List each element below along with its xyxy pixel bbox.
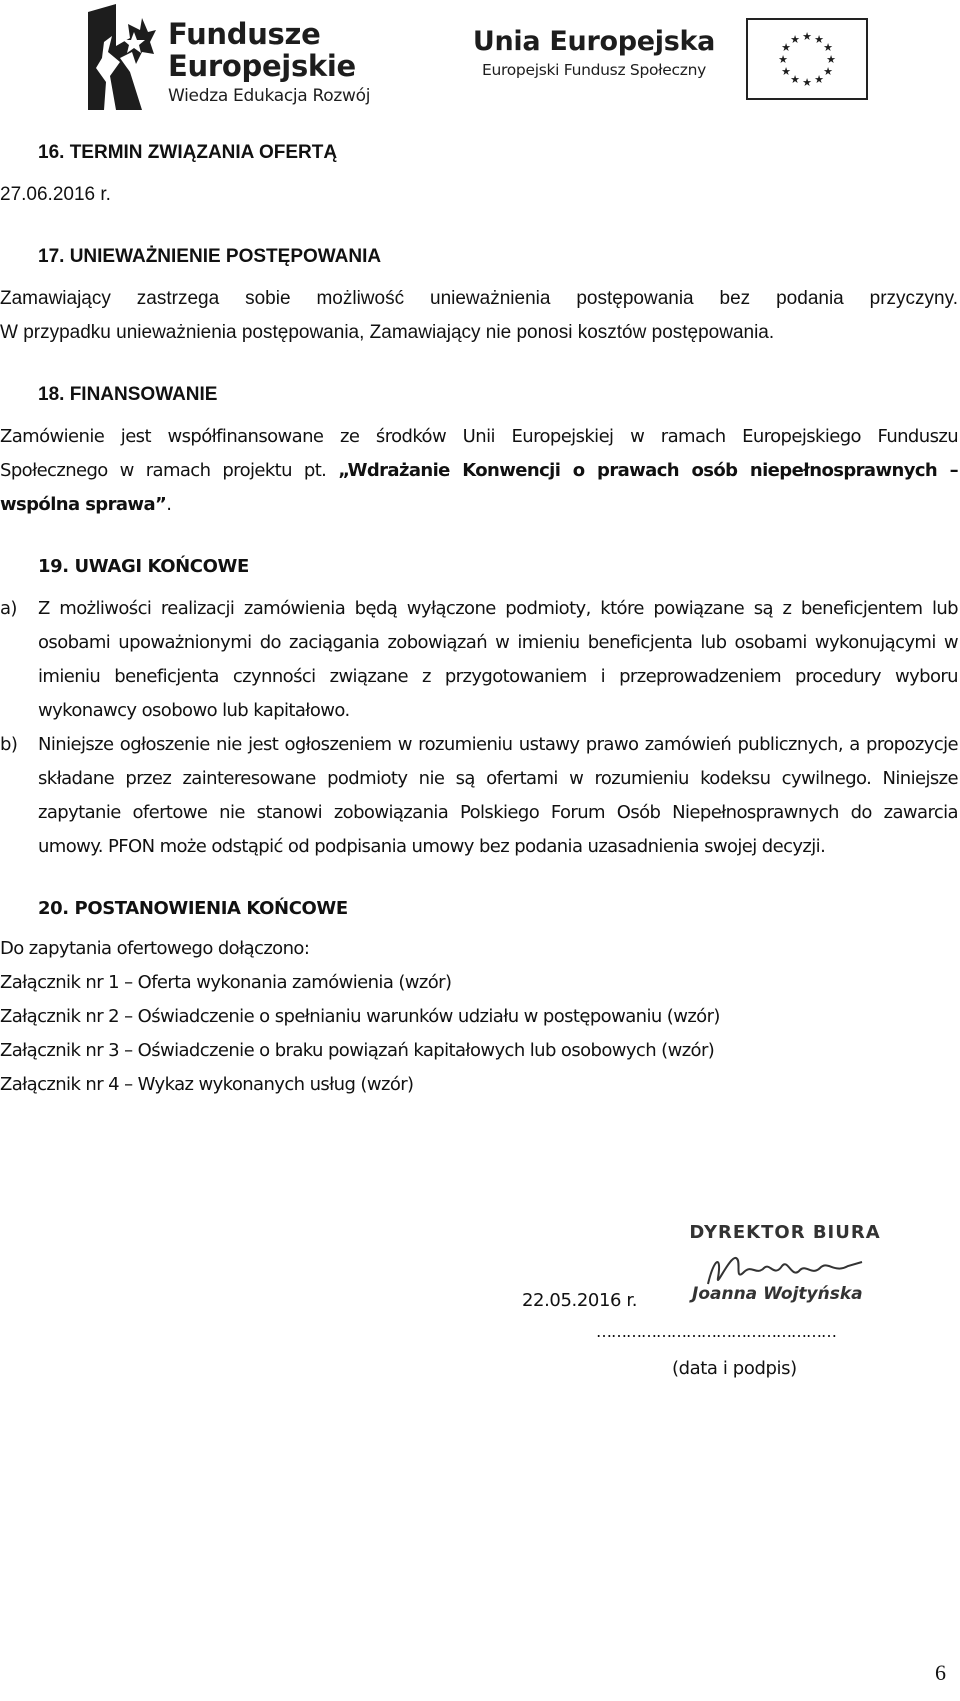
page-number: 6 [935,1660,946,1685]
fundusze-europejskie-logo-icon [86,2,156,112]
section-18-line1: Zamówienie jest współfinansowane ze środków Unii Europejskiej w ramach Europejskiego Funduszu [0,426,958,447]
section-17-line1: Zamawiający zastrzega sobie możliwość unieważnienia postępowania bez podania przyczyny. [0,288,958,309]
ue-logo-title: Unia Europejska [472,26,716,57]
list-item [0,728,958,864]
annex-item: Załącznik nr 4 – Wykaz wykonanych usług (wzór) [0,1074,414,1095]
annexes-intro: Do zapytania ofertowego dołączono: [0,938,310,959]
annex-item: Załącznik nr 1 – Oferta wykonania zamówienia (wzór) [0,972,452,993]
unia-europejska-wordmark [460,26,728,82]
fe-logo-tagline: Wiedza Edukacja Rozwój [168,86,371,106]
svg-text:★: ★ [802,30,812,43]
section-18-heading: 18. FINANSOWANIE [38,384,218,405]
list-marker: b) [0,734,18,755]
eu-flag-icon [746,18,868,100]
section-20-heading: 20. POSTANOWIENIA KOŃCOWE [38,898,348,919]
svg-text:★: ★ [790,33,800,46]
project-title-part2: wspólna sprawa” [0,494,167,515]
fe-logo-line1: Fundusze [168,17,321,51]
svg-text:★: ★ [790,73,800,86]
section-18-line3 [0,488,958,522]
project-title-part1: „Wdrażanie Konwencji o prawach osób niepełnosprawnych – [338,460,958,481]
svg-text:★: ★ [826,53,836,66]
section-17-heading: 17. UNIEWAŻNIENIE POSTĘPOWANIA [38,246,382,267]
svg-text:★: ★ [781,41,791,54]
svg-text:★: ★ [814,73,824,86]
list-item-text: Z możliwości realizacji zamówienia będą wyłączone podmioty, które powiązane są z beneficjentem lub osobami upoważnionymi do zaciągania zobowiązań w imieniu beneficjenta lub osobami wykonującymi w imieniu beneficjenta czynności związane z przygotowaniem i przeprowadzeniem procedury wyboru wykonawcy osobowo lub kapitałowo. [38,598,958,721]
section-16-heading: 16. TERMIN ZWIĄZANIA OFERTĄ [38,142,338,163]
list-marker: a) [0,598,17,619]
annex-item: Załącznik nr 3 – Oświadczenie o braku powiązań kapitałowych lub osobowych (wzór) [0,1040,715,1061]
section-18-line2-text: Społecznego w ramach projektu pt. [0,460,339,481]
section-18-line2 [0,454,958,488]
annex-item: Załącznik nr 2 – Oświadczenie o spełnianiu warunków udziału w postępowaniu (wzór) [0,1006,720,1027]
section-16-date: 27.06.2016 r. [0,184,111,205]
stamp-title: DYREKTOR BIURA [689,1222,881,1243]
list-item-text: Niniejsze ogłoszenie nie jest ogłoszeniem w rozumieniu ustawy prawo zamówień publicznych, a propozycje składane przez zainteresowane podmioty nie są ofertami w rozumieniu kodeksu cywilnego. Niniejsze zapytanie ofertowe nie stanowi zobowiązania Polskiego Forum Osób Niepełnosprawnych do zawarcia umowy. PFON może odstąpić od podpisania umowy bez podania uzasadnienia swojej decyzji. [38,734,958,857]
svg-text:★: ★ [778,53,788,66]
svg-text:★: ★ [814,33,824,46]
section-17-line2: W przypadku unieważnienia postępowania, Zamawiający nie ponosi kosztów postępowania. [0,322,775,343]
page-header [0,0,960,120]
section-18-line3-end: . [166,494,172,515]
stamp-name: Joanna Wojtyńska [692,1284,863,1304]
section-19-heading: 19. UWAGI KOŃCOWE [38,556,249,577]
document-body [0,130,958,1102]
signature-date: 22.05.2016 r. [522,1290,638,1311]
list-item [0,592,958,728]
svg-text:★: ★ [781,65,791,78]
ue-logo-subtitle: Europejski Fundusz Społeczny [482,61,706,79]
svg-text:★: ★ [823,41,833,54]
director-stamp [680,1222,890,1322]
svg-text:★: ★ [823,65,833,78]
fundusze-europejskie-wordmark [168,18,370,108]
signature-line: ………………………………………… [596,1322,836,1341]
svg-text:★: ★ [802,76,812,89]
fe-logo-line2: Europejskie [168,49,356,83]
signature-label: (data i podpis) [672,1358,797,1379]
